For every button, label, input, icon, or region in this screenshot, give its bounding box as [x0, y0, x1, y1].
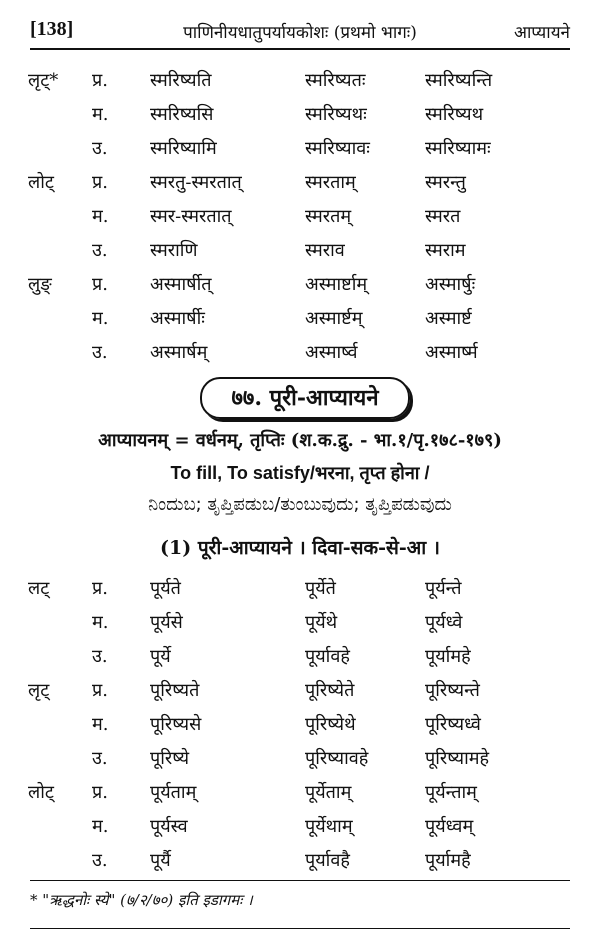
form-dual: अस्मार्ष्व	[305, 342, 358, 363]
conjugation-table-smr	[0, 62, 600, 368]
conjugation-row	[0, 808, 600, 842]
form-plural: स्मरिष्यामः	[425, 138, 491, 159]
form-singular: स्मरतु-स्मरतात्	[150, 172, 242, 193]
form-plural: स्मरिष्यन्ति	[425, 70, 493, 91]
conjugation-row	[0, 774, 600, 808]
form-plural: स्मरन्तु	[425, 172, 466, 193]
purusha-label: प्र.	[92, 680, 108, 701]
form-plural: पूरिष्यन्ते	[425, 680, 480, 701]
book-title: पाणिनीयधातुपर्यायकोशः (प्रथमो भागः)	[183, 23, 417, 43]
lakara-label: लट्	[28, 578, 50, 599]
form-plural: पूर्यन्ते	[425, 578, 462, 599]
lakara-label: लोट्	[28, 782, 54, 803]
footnote-rule	[30, 880, 570, 881]
form-dual: पूर्येताम्	[305, 782, 352, 803]
form-singular: स्मरिष्यसि	[150, 104, 214, 125]
conjugation-row	[0, 638, 600, 672]
purusha-label: म.	[92, 104, 109, 125]
form-singular: स्मराणि	[150, 240, 198, 261]
conjugation-row	[0, 604, 600, 638]
form-dual: स्मरिष्यथः	[305, 104, 367, 125]
form-plural: अस्मार्ष्म	[425, 342, 478, 363]
conjugation-row	[0, 130, 600, 164]
purusha-label: उ.	[92, 850, 108, 871]
lakara-label: लुङ्	[28, 274, 52, 295]
purusha-label: उ.	[92, 138, 108, 159]
dhatu-subheading: (1) पूरी-आप्यायने । दिवा-सक-से-आ ।	[160, 537, 440, 559]
english-meaning: To fill, To satisfy/भरना, तृप्त होना /	[170, 463, 430, 483]
form-plural: पूर्यध्वम्	[425, 816, 474, 837]
form-dual: अस्मार्ष्टम्	[305, 308, 363, 329]
form-plural: पूर्यन्ताम्	[425, 782, 477, 803]
conjugation-row	[0, 334, 600, 368]
conjugation-row	[0, 842, 600, 876]
form-plural: पूर्यामहै	[425, 850, 471, 871]
conjugation-row	[0, 96, 600, 130]
form-singular: पूरिष्यसे	[150, 714, 202, 735]
conjugation-row	[0, 570, 600, 604]
purusha-label: प्र.	[92, 70, 108, 91]
form-dual: पूर्यावहै	[305, 850, 350, 871]
form-plural: अस्मार्ष्ट	[425, 308, 472, 329]
form-singular: पूर्ये	[150, 646, 171, 667]
form-plural: अस्मार्षुः	[425, 274, 476, 295]
form-singular: अस्मार्षीत्	[150, 274, 212, 295]
form-singular: स्मर-स्मरतात्	[150, 206, 232, 227]
form-dual: स्मरताम्	[305, 172, 356, 193]
lakara-label: लृट्*	[28, 70, 59, 91]
form-singular: स्मरिष्यति	[150, 70, 212, 91]
purusha-label: उ.	[92, 646, 108, 667]
root-definition: आप्यायनम् = वर्धनम्, तृप्तिः (श.क.द्रु. - भा.१/पृ.१७८-१७९)	[98, 430, 502, 451]
form-singular: पूरिष्ये	[150, 748, 190, 769]
purusha-label: उ.	[92, 748, 108, 769]
page-number: [138]	[30, 18, 74, 40]
form-dual: पूरिष्येथे	[305, 714, 356, 735]
purusha-label: म.	[92, 308, 109, 329]
form-dual: स्मरिष्यावः	[305, 138, 370, 159]
purusha-label: प्र.	[92, 172, 108, 193]
lakara-label: लोट्	[28, 172, 54, 193]
conjugation-row	[0, 232, 600, 266]
form-plural: पूर्यध्वे	[425, 612, 463, 633]
form-singular: पूर्यै	[150, 850, 171, 871]
purusha-label: प्र.	[92, 274, 108, 295]
form-dual: अस्मार्ष्टाम्	[305, 274, 368, 295]
form-dual: पूर्येथाम्	[305, 816, 353, 837]
form-dual: स्मरतम्	[305, 206, 352, 227]
form-singular: अस्मार्षीः	[150, 308, 205, 329]
bottom-rule	[30, 928, 570, 929]
footnote: * "ऋद्धनोः स्ये" (७/२/७०) इति इडागमः ।	[30, 891, 253, 909]
lakara-label: लृट्	[28, 680, 50, 701]
form-singular: पूर्यताम्	[150, 782, 197, 803]
form-dual: पूर्यावहे	[305, 646, 350, 667]
purusha-label: म.	[92, 206, 109, 227]
root-title-box: ७७. पूरी-आप्यायने	[200, 377, 410, 419]
form-plural: स्मरिष्यथ	[425, 104, 484, 125]
purusha-label: उ.	[92, 342, 108, 363]
form-plural: पूर्यामहे	[425, 646, 471, 667]
form-dual: पूरिष्यावहे	[305, 748, 369, 769]
purusha-label: उ.	[92, 240, 108, 261]
purusha-label: प्र.	[92, 578, 108, 599]
form-dual: स्मरिष्यतः	[305, 70, 366, 91]
form-singular: पूर्यसे	[150, 612, 183, 633]
form-dual: पूरिष्येते	[305, 680, 355, 701]
form-plural: पूरिष्यध्वे	[425, 714, 481, 735]
purusha-label: म.	[92, 612, 109, 633]
form-dual: स्मराव	[305, 240, 345, 261]
conjugation-row	[0, 198, 600, 232]
form-plural: स्मराम	[425, 240, 466, 261]
conjugation-row	[0, 164, 600, 198]
conjugation-row	[0, 740, 600, 774]
form-singular: पूरिष्यते	[150, 680, 200, 701]
form-dual: पूर्येते	[305, 578, 336, 599]
form-dual: पूर्येथे	[305, 612, 338, 633]
purusha-label: म.	[92, 816, 109, 837]
purusha-label: म.	[92, 714, 109, 735]
form-singular: अस्मार्षम्	[150, 342, 208, 363]
form-singular: पूर्यते	[150, 578, 181, 599]
form-plural: स्मरत	[425, 206, 461, 227]
conjugation-row	[0, 672, 600, 706]
kannada-meaning: ನಿಂದುಬ; ತೃಪ್ತಿಪಡುಬ/ತುಂಬುವುದು; ತೃಪ್ತಿಪಡುವುದು	[148, 494, 452, 515]
conjugation-table-puri	[0, 570, 600, 876]
form-plural: पूरिष्यामहे	[425, 748, 490, 769]
form-singular: स्मरिष्यामि	[150, 138, 217, 159]
section-heading: आप्यायने	[513, 23, 570, 43]
conjugation-row	[0, 706, 600, 740]
purusha-label: प्र.	[92, 782, 108, 803]
conjugation-row	[0, 266, 600, 300]
conjugation-row	[0, 62, 600, 96]
form-singular: पूर्यस्व	[150, 816, 188, 837]
conjugation-row	[0, 300, 600, 334]
running-header	[30, 14, 570, 50]
